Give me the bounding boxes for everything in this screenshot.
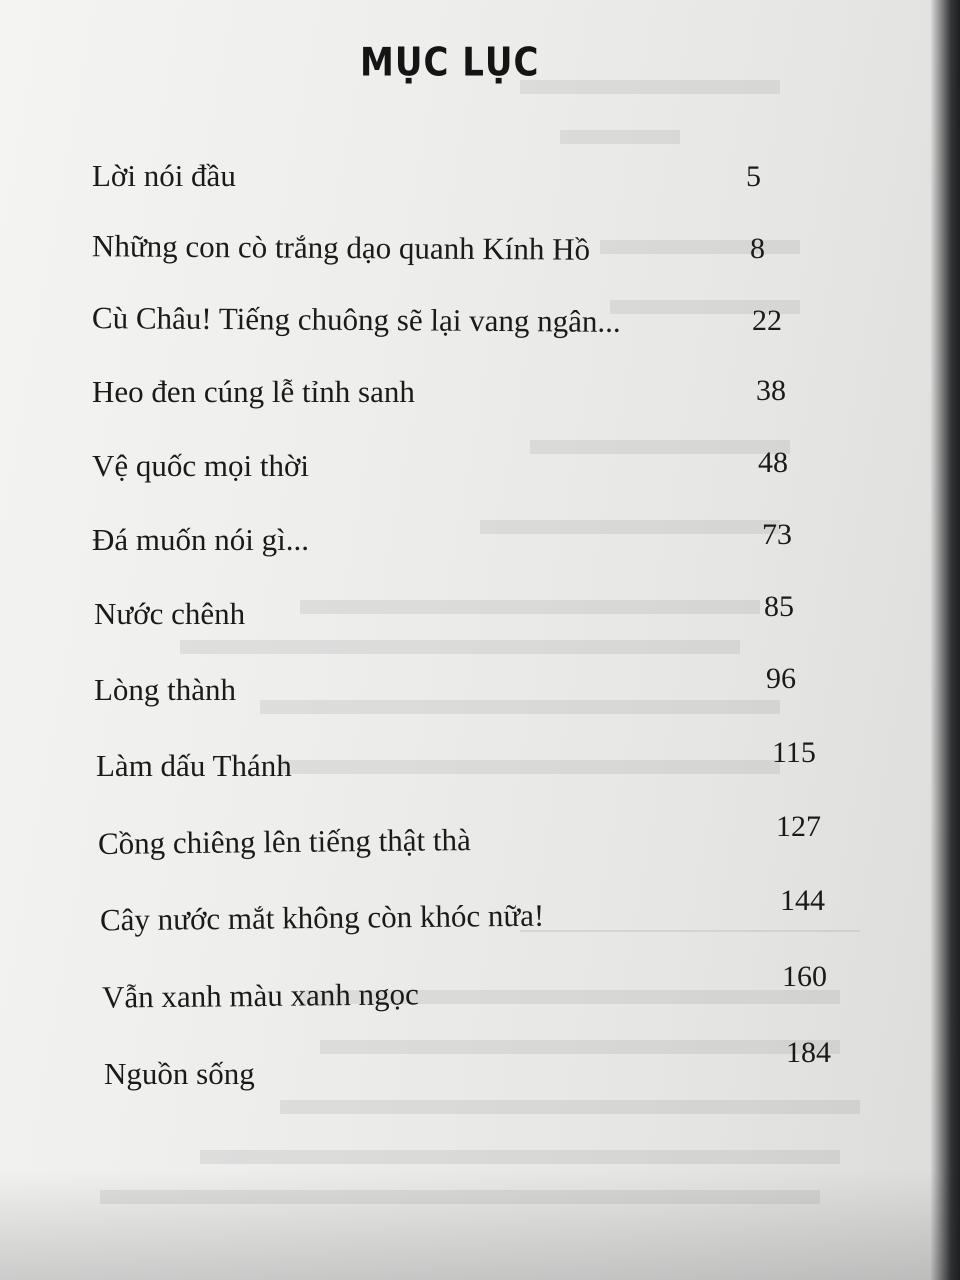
- toc-entry-title: Vệ quốc mọi thời: [92, 448, 309, 483]
- toc-entry-page: 127: [776, 810, 821, 843]
- toc-entry-title: Cồng chiêng lên tiếng thật thà: [97, 822, 471, 861]
- toc-entry-title: Nguồn sống: [104, 1056, 255, 1091]
- toc-entry-page: 96: [766, 662, 796, 695]
- toc-entry-page: 38: [756, 374, 786, 407]
- toc-entry-page: 115: [772, 736, 816, 769]
- toc-entry-title: Nước chênh: [94, 596, 246, 631]
- toc-entry-page: 144: [780, 884, 825, 917]
- page-title: MỤC LỤC: [360, 40, 540, 86]
- page-edge-shadow: [930, 0, 960, 1280]
- toc-entry-page: 8: [750, 232, 765, 265]
- page-shadow-bottom: [0, 1170, 960, 1280]
- toc-entry-page: 48: [758, 446, 788, 479]
- toc-entry-page: 73: [762, 518, 792, 551]
- toc-entry-title: Làm dấu Thánh: [96, 748, 292, 783]
- toc-entry-page: 184: [786, 1036, 831, 1069]
- toc-entry-page: 85: [764, 590, 794, 623]
- toc-entry-title: Cây nước mắt không còn khóc nữa!: [99, 897, 545, 938]
- toc-entry-title: Lời nói đầu: [92, 158, 236, 193]
- toc-entry-title: Lòng thành: [94, 672, 237, 707]
- toc-entry-title: Những con cò trắng dạo quanh Kính Hồ: [91, 228, 591, 267]
- toc-entry-title: Đá muốn nói gì...: [92, 522, 309, 557]
- toc-entry-title: Cù Châu! Tiếng chuông sẽ lại vang ngân...: [91, 300, 621, 339]
- toc-entry-page: 22: [752, 304, 782, 337]
- toc-entry-page: 160: [782, 960, 827, 993]
- toc-entry-page: 5: [746, 160, 761, 193]
- toc-entry-title: Vẫn xanh màu xanh ngọc: [101, 976, 419, 1015]
- toc-entry-title: Heo đen cúng lễ tỉnh sanh: [92, 374, 415, 409]
